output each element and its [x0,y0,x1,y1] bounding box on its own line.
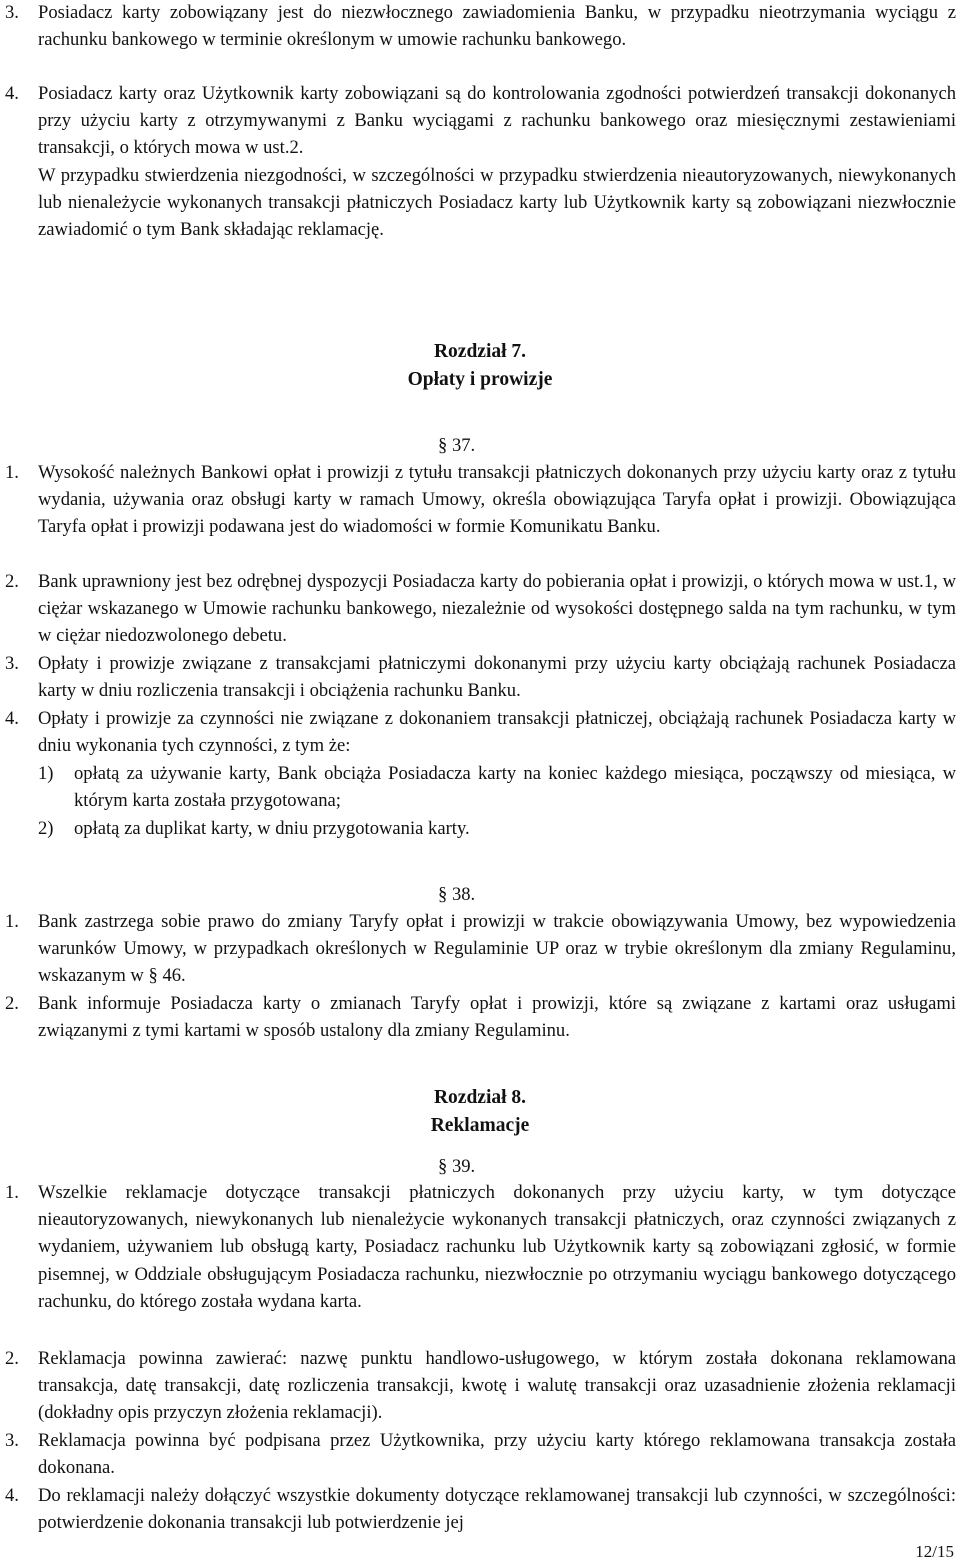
subitem-number: 1) [38,763,54,784]
item-text: Bank uprawniony jest bez odrębnej dyspozycji Posiadacza karty do pobierania opłat i prowizji, o których mowa w ust.1, w ciężar wskazanego w Umowie rachunku bankowego, niezależnie od wysokości dostępnego salda na tym rachunku, w tym w ciężar niedozwolonego debetu. [38,571,956,647]
page-number: 12/15 [915,1542,954,1561]
item-text: Posiadacz karty zobowiązany jest do niezwłocznego zawiadomienia Banku, w przypadku nieotrzymania wyciągu z rachunku bankowego w terminie określonym w umowie rachunku bankowego. [38,2,956,51]
item-text: Bank informuje Posiadacza karty o zmianach Taryfy opłat i prowizji, które są związane z kartami oraz usługami związanymi z tymi kartami w sposób ustalony dla zmiany Regulaminu. [38,993,956,1042]
chapter-subtitle: Opłaty i prowizje [407,369,553,390]
subitem-text: opłatą za używanie karty, Bank obciąża Posiadacza karty na koniec każdego miesiąca, począwszy od miesiąca, w którym karta została przygotowana; [74,763,956,812]
item-text: Reklamacja powinna zawierać: nazwę punktu handlowo-usługowego, w którym została dokonana reklamowana transakcja, datę transakcji, datę rozliczenia transakcji, kwotę i walutę transakcji oraz uzasadnienie złożenia reklamacji (dokładny opis przyczyn złożenia reklamacji). [38,1348,956,1424]
list-item [0,568,960,650]
list-item [0,705,960,759]
paragraph-number: § 39. [438,1156,476,1177]
item-number: 1. [5,1182,19,1203]
item-text: Opłaty i prowizje związane z transakcjami płatniczymi dokonanymi przy użyciu karty obciążają rachunek Posiadacza karty w dniu rozliczenia transakcji i obciążenia rachunku Banku. [38,653,956,702]
item-text: Do reklamacji należy dołączyć wszystkie dokumenty dotyczące reklamowanej transakcji lub czynności, w szczególności: potwierdzenie dokonania transakcji lub potwierdzenie jej [38,1485,956,1534]
item-number: 3. [5,653,19,674]
item-number: 2. [5,571,19,592]
list-item [0,1345,960,1427]
paragraph-number-value: 37. [451,435,476,456]
item-number: 2. [5,993,19,1014]
item-text: Bank zastrzega sobie prawo do zmiany Taryfy opłat i prowizji w trakcie obowiązywania Umowy, bez wypowiedzenia warunków Umowy, w przypadkach określonych w Regulaminie UP oraz w trybie określonym dla zmiany Regulaminu, wskazanym w § 46. [38,911,956,987]
list-item [0,0,960,53]
item-text: Wysokość należnych Bankowi opłat i prowizji z tytułu transakcji płatniczych dokonanych przy użyciu karty oraz z tytułu wydania, używania oraz obsługi karty w ramach Umowy, określa obowiązująca Taryfa opłat i prowizji. Obowiązująca Taryfa opłat i prowizji podawana jest do wiadomości w formie Komunikatu Banku. [38,462,956,538]
list-item [0,650,960,704]
subitem-text: opłatą za duplikat karty, w dniu przygotowania karty. [74,818,470,839]
item-number: 3. [5,1430,19,1451]
chapter-title: Rozdział 7. [433,341,527,362]
item-text: Opłaty i prowizje za czynności nie związane z dokonaniem transakcji płatniczej, obciążają rachunek Posiadacza karty w dniu wykonania tych czynności, z tym że: [38,708,956,757]
list-item [0,80,960,162]
list-item [0,1482,960,1536]
item-number: 4. [5,1485,19,1506]
item-text: Wszelkie reklamacje dotyczące transakcji płatniczych dokonanych przy użyciu karty, w tym dotyczące nieautoryzowanych, niewykonanych lub nienależycie wykonanych transakcji płatniczych, oraz czynności związanych z wydaniem, używaniem lub obsługą karty, Posiadacz rachunku lub Użytkownik karty są zobowiązani zgłosić, w formie pisemnej, w Oddziale obsługującym Posiadacza rachunku, niezwłocznie po otrzymaniu wyciągu bankowego dotyczącego rachunku, do którego została wydana karta. [38,1182,956,1312]
sub-list-item [38,815,956,842]
paragraph-number: § 38. [438,884,476,905]
chapter-subtitle: Reklamacje [430,1115,530,1136]
paragraph-number-value: 39. [451,1156,476,1177]
list-item [0,908,960,990]
chapter-title: Rozdział 8. [433,1087,527,1108]
item-number: 2. [5,1348,19,1369]
paragraph-number: § 37. [438,435,476,456]
item-number: 3. [5,2,19,23]
item-number: 4. [5,708,19,729]
item-text: Posiadacz karty oraz Użytkownik karty zobowiązani są do kontrolowania zgodności potwierdzeń transakcji dokonanych przy użyciu karty z otrzymywanymi z Banku wyciągami z rachunku bankowego oraz miesięcznymi zestawieniami transakcji, o których mowa w ust.2. [38,83,956,159]
item-number: 1. [5,911,19,932]
item-number: 1. [5,462,19,483]
subitem-number: 2) [38,818,54,839]
sub-list-item [38,760,956,814]
list-item [0,990,960,1044]
list-item [0,1179,960,1315]
list-item [0,1427,960,1481]
paragraph-number-value: 38. [451,884,476,905]
item-number: 4. [5,83,19,104]
list-item [0,459,960,541]
item-text: Reklamacja powinna być podpisana przez Użytkownika, przy użyciu karty którego reklamowana transakcja została dokonana. [38,1430,956,1479]
item-continuation-text: W przypadku stwierdzenia niezgodności, w szczególności w przypadku stwierdzenia nieautoryzowanych, niewykonanych lub nienależycie wykonanych transakcji płatniczych Posiadacz karty lub Użytkownik karty są zobowiązani niezwłocznie zawiadomić o tym Bank składając reklamację. [38,165,956,241]
